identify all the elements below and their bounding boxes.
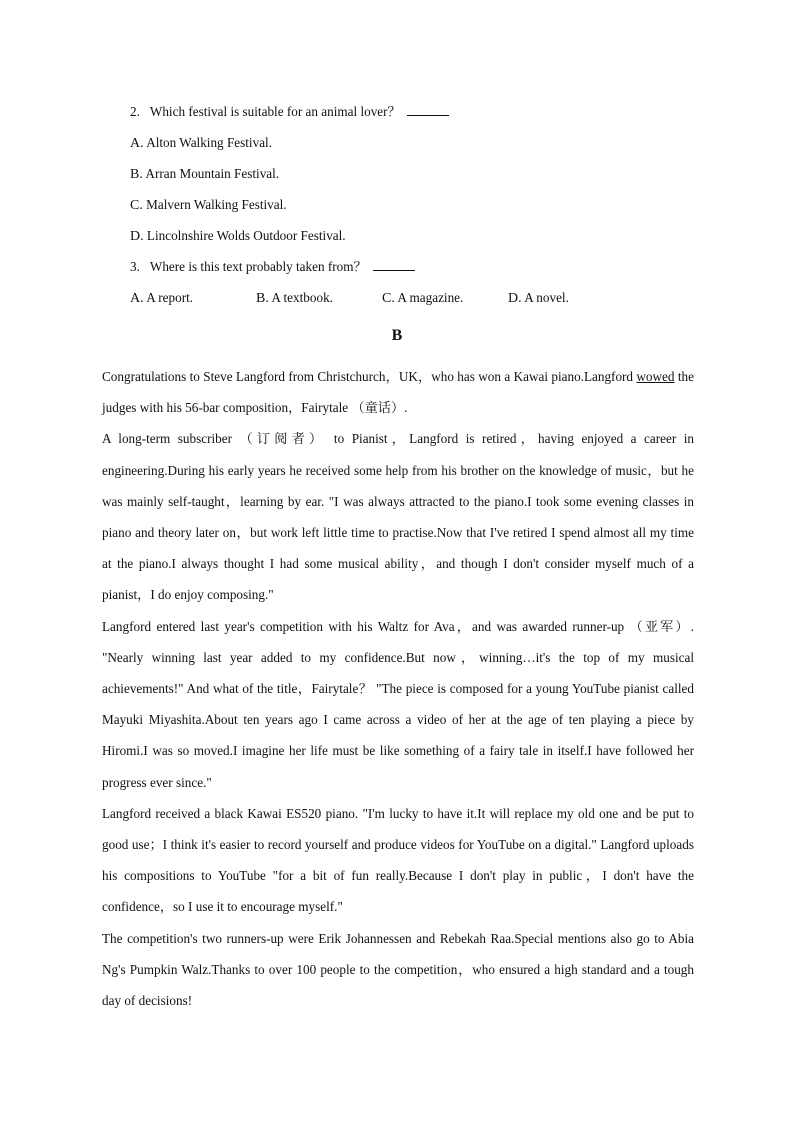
option-text: A textbook.: [271, 290, 333, 305]
option-c: [130, 194, 710, 225]
answer-blank[interactable]: [407, 101, 449, 116]
answer-blank[interactable]: [373, 256, 415, 271]
option-text: Arran Mountain Festival.: [145, 166, 280, 181]
option-letter: D.: [130, 229, 144, 244]
option-b: [256, 287, 382, 310]
question-number: 2.: [130, 104, 140, 119]
option-letter: B.: [256, 291, 269, 306]
question-text: Where is this text probably taken from？: [149, 259, 367, 274]
option-b: [130, 163, 710, 194]
underlined-word: wowed: [636, 369, 675, 384]
passage-paragraph-1: [102, 361, 694, 423]
option-d: [508, 287, 634, 310]
reading-passage: [102, 361, 694, 1016]
option-letter: B.: [130, 167, 143, 182]
option-text: A novel.: [524, 290, 569, 305]
passage-paragraph-2: A long-term subscriber （订阅者） to Pianist，Langford is retired，having enjoyed a career in engineering.During his early years he received some help from his brother on the knowledge of music，but he was mainly self-taught，learning by ear. "I was always attracted to the piano.I took some evening classes in piano and theory later on，but work left little time to practise.Now that I've retired I spend almost all my time at the piano.I always thought I had some musical ability，and though I don't consider myself much of a pianist，I do enjoy composing.": [102, 431, 694, 603]
option-c: [382, 287, 508, 310]
passage-paragraph-4: Langford received a black Kawai ES520 piano. "I'm lucky to have it.It will replace my old one and be put to good use；I think it's easier to record yourself and produce videos for YouTube on a digital." Langford uploads his compositions to YouTube "for a bit of fun really.Because I don't play in public，I don't have the confidence，so I use it to encourage myself.": [102, 805, 694, 915]
option-letter: A.: [130, 291, 144, 306]
section-title: B: [391, 327, 403, 344]
question-text: Which festival is suitable for an animal lover？: [149, 104, 401, 119]
question-block: [130, 101, 710, 318]
option-letter: A.: [130, 136, 144, 151]
paragraph-text: the judges with his 56-bar composition，Fairytale （童话）.: [102, 369, 694, 416]
option-letter: C.: [130, 198, 143, 213]
option-a: [130, 132, 710, 163]
question-number: 3.: [130, 259, 140, 274]
option-text: Alton Walking Festival.: [146, 135, 273, 150]
question-2: [130, 101, 710, 132]
passage-paragraph-5: The competition's two runners-up were Erik Johannessen and Rebekah Raa.Special mentions also go to Abia Ng's Pumpkin Walz.Thanks to over 100 people to the competition，who ensured a high standard and a tough day of decisions!: [102, 930, 694, 1009]
option-text: A magazine.: [397, 290, 464, 305]
question-3: [130, 256, 710, 287]
option-letter: D.: [508, 291, 522, 306]
option-text: A report.: [146, 290, 194, 305]
option-row: [130, 287, 710, 318]
passage-paragraph-3: Langford entered last year's competition with his Waltz for Ava，and was awarded runner-up （亚军）. "Nearly winning last year added to my confidence.But now，winning…it's the top of my musical achievements!" And what of the title，Fairytale？ "The piece is composed for a young YouTube pianist called Mayuki Miyashita.About ten years ago I came across a video of her at the age of ten playing a piece by Hiromi.I was so moved.I imagine her life must be like something of a fairy tale in itself.I have followed her progress ever since.": [102, 618, 694, 790]
option-text: Malvern Walking Festival.: [146, 197, 287, 212]
paragraph-text: Congratulations to Steve Langford from Christchurch，UK，who has won a Kawai piano.Langford: [102, 369, 637, 384]
option-letter: C.: [382, 291, 395, 306]
option-d: [130, 225, 710, 256]
option-text: Lincolnshire Wolds Outdoor Festival.: [146, 228, 346, 243]
option-a: [130, 287, 256, 310]
